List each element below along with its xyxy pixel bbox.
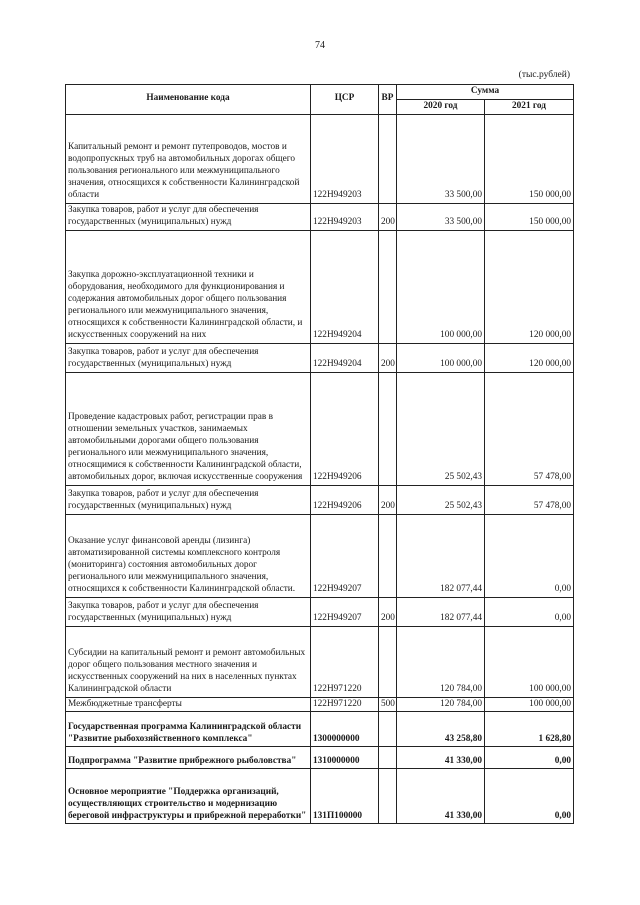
row-name-cell: Субсидии на капитальный ремонт и ремонт автомобильных дорог общего пользования местного значения и искусственных сооружений на них в населенных пунктах Калининградской области [66, 626, 311, 697]
row-name-cell: Капитальный ремонт и ремонт путепроводов, мостов и водопропускных труб на автомобильных дорогах общего пользования регионального или межмуниципального значения, относящихся к собственности Калининградской области [66, 114, 311, 203]
row-vr-cell [379, 712, 397, 747]
row-name-cell: Межбюджетные трансферты [66, 697, 311, 712]
row-2021-cell: 0,00 [485, 747, 574, 769]
row-csr-cell: 122Н949203 [311, 114, 379, 203]
row-2021-cell: 150 000,00 [485, 203, 574, 230]
row-csr-cell: 122Н949203 [311, 203, 379, 230]
row-csr-cell: 1310000000 [311, 747, 379, 769]
row-2020-cell: 100 000,00 [397, 343, 485, 372]
header-2021: 2021 год [485, 99, 574, 114]
table-row [66, 485, 574, 514]
row-vr-cell [379, 626, 397, 697]
row-vr-cell: 200 [379, 343, 397, 372]
units-label: (тыс.рублей) [518, 70, 570, 80]
row-2021-cell: 100 000,00 [485, 697, 574, 712]
row-name-cell: Подпрограмма "Развитие прибрежного рыболовства" [66, 747, 311, 769]
header-vr: ВР [379, 85, 397, 115]
header-2020: 2020 год [397, 99, 485, 114]
row-name-cell: Закупка товаров, работ и услуг для обеспечения государственных (муниципальных) нужд [66, 485, 311, 514]
row-csr-cell: 122Н949206 [311, 485, 379, 514]
row-name-cell: Закупка товаров, работ и услуг для обеспечения государственных (муниципальных) нужд [66, 597, 311, 626]
row-vr-cell: 200 [379, 203, 397, 230]
row-name-cell: Проведение кадастровых работ, регистрации прав в отношении земельных участков, занимаемых автомобильными дорогами общего пользования регионального или межмуниципального значения, относящимися к собственности Калининградской области, автомобильных дорог, включая искусственные сооружения [66, 372, 311, 485]
table-row [66, 114, 574, 203]
row-2020-cell: 182 077,44 [397, 597, 485, 626]
row-csr-cell: 122Н971220 [311, 626, 379, 697]
row-vr-cell [379, 747, 397, 769]
table-row [66, 230, 574, 343]
row-csr-cell: 122Н949204 [311, 343, 379, 372]
row-2020-cell: 25 502,43 [397, 485, 485, 514]
row-name-cell: Основное мероприятие "Поддержка организаций, осуществляющих строительство и модернизацию береговой инфраструктуры и прибрежной переработки" [66, 769, 311, 824]
row-name-cell: Оказание услуг финансовой аренды (лизинга) автоматизированной системы комплексного контроля (мониторинга) состояния автомобильных дорог регионального или межмуниципального значения, относящихся к собственности Калининградской области. [66, 514, 311, 597]
row-csr-cell: 122Н949206 [311, 372, 379, 485]
row-2021-cell: 0,00 [485, 514, 574, 597]
row-2021-cell: 120 000,00 [485, 230, 574, 343]
table-row [66, 712, 574, 747]
row-2021-cell: 57 478,00 [485, 485, 574, 514]
row-2020-cell: 120 784,00 [397, 697, 485, 712]
row-2021-cell: 120 000,00 [485, 343, 574, 372]
row-name-cell: Закупка товаров, работ и услуг для обеспечения государственных (муниципальных) нужд [66, 343, 311, 372]
page-number: 74 [315, 40, 325, 51]
row-csr-cell: 1300000000 [311, 712, 379, 747]
row-vr-cell: 200 [379, 485, 397, 514]
table-row [66, 597, 574, 626]
row-2021-cell: 0,00 [485, 769, 574, 824]
header-name: Наименование кода [66, 85, 311, 115]
row-2021-cell: 150 000,00 [485, 114, 574, 203]
row-csr-cell: 131П100000 [311, 769, 379, 824]
row-2020-cell: 33 500,00 [397, 114, 485, 203]
row-2020-cell: 182 077,44 [397, 514, 485, 597]
row-name-cell: Закупка дорожно-эксплуатационной техники и оборудования, необходимого для функционирования и содержания автомобильных дорог общего пользования регионального или межмуниципального значения, относящихся к собственности Калининградской области, и искусственных сооружений на них [66, 230, 311, 343]
row-csr-cell: 122Н949207 [311, 514, 379, 597]
row-csr-cell: 122Н949204 [311, 230, 379, 343]
row-vr-cell: 500 [379, 697, 397, 712]
table-row [66, 769, 574, 824]
row-2021-cell: 0,00 [485, 597, 574, 626]
row-name-cell: Государственная программа Калининградской области "Развитие рыбохозяйственного комплекса" [66, 712, 311, 747]
row-2020-cell: 43 258,80 [397, 712, 485, 747]
row-csr-cell: 122Н971220 [311, 697, 379, 712]
row-2020-cell: 41 330,00 [397, 769, 485, 824]
row-2021-cell: 1 628,80 [485, 712, 574, 747]
row-vr-cell [379, 114, 397, 203]
row-2020-cell: 120 784,00 [397, 626, 485, 697]
table-row [66, 343, 574, 372]
table-row [66, 747, 574, 769]
table-row [66, 514, 574, 597]
row-vr-cell [379, 372, 397, 485]
table-row [66, 203, 574, 230]
row-vr-cell [379, 769, 397, 824]
row-2021-cell: 57 478,00 [485, 372, 574, 485]
row-2020-cell: 25 502,43 [397, 372, 485, 485]
table-row [66, 697, 574, 712]
table-row [66, 626, 574, 697]
row-2021-cell: 100 000,00 [485, 626, 574, 697]
header-csr: ЦСР [311, 85, 379, 115]
row-csr-cell: 122Н949207 [311, 597, 379, 626]
row-2020-cell: 100 000,00 [397, 230, 485, 343]
row-vr-cell: 200 [379, 597, 397, 626]
table-row [66, 372, 574, 485]
row-name-cell: Закупка товаров, работ и услуг для обеспечения государственных (муниципальных) нужд [66, 203, 311, 230]
row-2020-cell: 33 500,00 [397, 203, 485, 230]
row-vr-cell [379, 514, 397, 597]
row-2020-cell: 41 330,00 [397, 747, 485, 769]
budget-table [65, 84, 574, 824]
header-sum: Сумма [397, 85, 574, 100]
row-vr-cell [379, 230, 397, 343]
